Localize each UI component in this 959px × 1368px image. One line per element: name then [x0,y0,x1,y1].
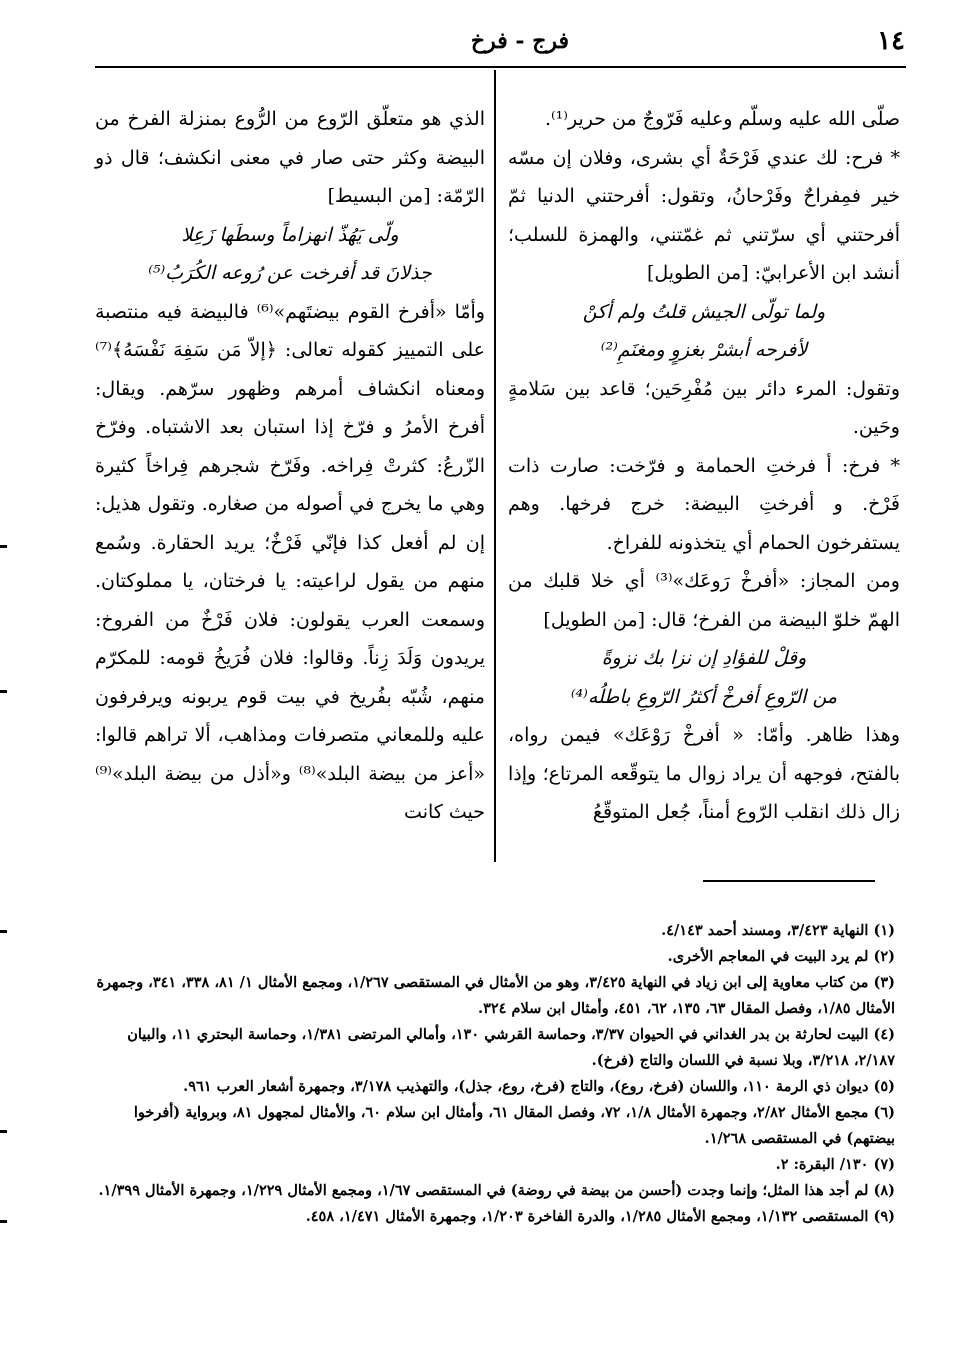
footnote: (٤) البيت لحارثة بن بدر الغداني في الحيوان ٣/٣٧، وحماسة القرشي ١٣٠، وأمالي المرتضى ١/٣٨١، وحماسة البحتري ١١، والبيان ٢/١٨٧، ٣/٢١٨، وبلا نسبة في اللسان والتاج (فرخ). [127,1026,895,1069]
paragraph: ومن المجاز: «أفرخْ رَوعَك»⁽³⁾ أي خلا قلبك من الهمّ خلوّ البيضة من الفرخ؛ قال: [من الطويل] [508,570,900,631]
paragraph: وهذا ظاهر. وأمّا: « أفرخْ رَوْعَك» فيمن رواه، بالفتح، فوجهه أن يراد زوال ما يتوقّعه المرتاع؛ وإذا زال ذلك انقلب الرّوع أمناً، جُعل المتوقّعُ [508,724,900,823]
footnote: (٩) المستقصى ١/١٣٢، ومجمع الأمثال ١/٢٨٥، والدرة الفاخرة ١/٢٠٣، وجمهرة الأمثال ١/٤٧١، ٤٥٨. [305,1208,895,1225]
verse-line: من الرّوعِ أفرخْ أكثرُ الرّوعِ باطلُه⁽⁴⁾ [570,685,838,708]
paragraph: الذي هو متعلّق الرّوع من الرُّوع بمنزلة الفرخ من البيضة وكثر حتى صار في معنى انكشف؛ قال ذو الرّمّة: [من البسيط] [95,108,485,207]
scan-edge-mark [0,930,7,933]
header-rule [95,66,906,68]
verse-line: ولّى يَهُذّ انهزاماً وسطَها زَعِلا [181,223,399,246]
footnote-rule [703,880,875,882]
scan-edge-mark [0,1130,7,1133]
footnote: (٥) ديوان ذي الرمة ١١٠، واللسان (فرخ، روع)، والتاج (فرخ، روع، جذل)، والتهذيب ٣/١٧٨، وجمهرة أشعار العرب ٩٦١. [183,1078,895,1095]
left-column [95,100,485,832]
paragraph: وأمّا «أفرخ القوم بيضتَهم»⁽⁶⁾ فالبيضة فيه منتصبة على التمييز كقوله تعالى: ﴿إلاّ مَن سَفِهَ نَفْسَهُ﴾⁽⁷⁾ ومعناه انكشاف أمرهم وظهور سرّهم. ويقال: أفرخ الأمرُ و فرّخ إذا استبان بعد الاشتباه. وفرّخ الزّرعُ: كثرتْ فِراخه. وفَرّخ شجرهم فِراخاً كثيرة وهي ما يخرج في أصوله من صغاره. وتقول هذيل: إن لم أفعل كذا فإنّي فَرْخٌ؛ يريد الحقارة. وسُمع منهم من يقول لراعيته: يا فرختان، يا مملوكتان. وسمعت العرب يقولون: فلان فَرْخٌ من الفروخ: يريدون وَلَدَ زِناً. وقالوا: فلان فُرَيخُ قومه: للمكرّم منهم، شُبّه بفُريخ في بيت قوم يربونه ويرفرفون عليه وللمعاني متصرفات ومذاهب، ألا تراهم قالوا: «أعز من بيضة البلد»⁽⁸⁾ و«أذل من بيضة البلد»⁽⁹⁾ حيث كانت [95,300,485,823]
footnote: (٦) مجمع الأمثال ٢/٨٢، وجمهرة الأمثال ١/٨، ٧٢، وفصل المقال ٦١، وأمثال ابن سلام ٦٠، والأمثال لمجهول ٨١، وبرواية (أفرخوا بيضتهم) في المستقصى ١/٢٦٨. [133,1104,895,1147]
scan-edge-mark [0,690,7,693]
footnote: (٣) من كتاب معاوية إلى ابن زياد في النهاية ٣/٤٢٥، وهو من الأمثال في المستقصى ١/٢٦٧، ومجمع الأمثال ١/ ٨١، ٣٣٨، ٣٤١، وجمهرة الأمثال ١/٨٥، وفصل المقال ٦٣، ١٣٥، ٦٢، ٤٥١، وأمثال ابن سلام ٣٢٤. [96,974,895,1017]
footnotes [95,918,895,1230]
verse-line: وقلْ للفؤادِ إن نزا بك نزوةً [601,647,807,669]
paragraph: * فرخ: أ فرختِ الحمامة و فرّخت: صارت ذات فَرْخ. و أفرختِ البيضة: خرج فرخها. وهم يستفرخون الحمام أي يتخذونه للفراخ. [508,454,900,554]
footnote: (٧) ١٣٠/ البقرة: ٢. [775,1156,895,1173]
page-header [95,22,905,64]
verse-line: جذلانَ قد أفرخت عن رُوعه الكُرَبُ⁽⁵⁾ [148,262,432,284]
paragraph: صلّى الله عليه وسلّم وعليه فَرّوجٌ من حرير⁽¹⁾. [544,108,900,130]
running-head: فرج - فرخ [470,28,570,54]
scan-edge-mark [0,545,7,548]
page-number: ١٤ [877,26,905,56]
paragraph: * فرح: لك عندي فَرْحَةٌ أي بشرى، وفلان إن مسّه خير فمِفراحٌ وفَرْحانُ، وتقول: أفرحتني الدنيا ثمّ أفرحتني أي سرّتني ثم غمّتني، والهمزة للسلب؛ أنشد ابن الأعرابيّ: [من الطويل] [508,146,900,284]
paragraph: وتقول: المرء دائر بين مُفْرِحَين؛ قاعد بين سَلامةٍ وحَين. [508,377,900,438]
verse-line: ولما تولّى الجيش قلتُ ولم أكنْ [582,300,826,323]
right-column [508,100,900,832]
footnote: (٢) لم يرد البيت في المعاجم الأخرى. [667,948,895,965]
scan-edge-mark [0,1220,7,1223]
column-divider [494,70,496,862]
footnote: (١) النهاية ٣/٤٢٣، ومسند أحمد ٤/١٤٣. [661,922,895,939]
footnote: (٨) لم أجد هذا المثل؛ وإنما وجدت (أحسن من بيضة في روضة) في المستقصى ١/٦٧، ومجمع الأمثال ١/٢٢٩، وجمهرة الأمثال ١/٣٩٩. [98,1182,895,1199]
verse-line: لأفرحه أبشرْ بغزوٍ ومغنَمِ⁽²⁾ [600,339,808,361]
